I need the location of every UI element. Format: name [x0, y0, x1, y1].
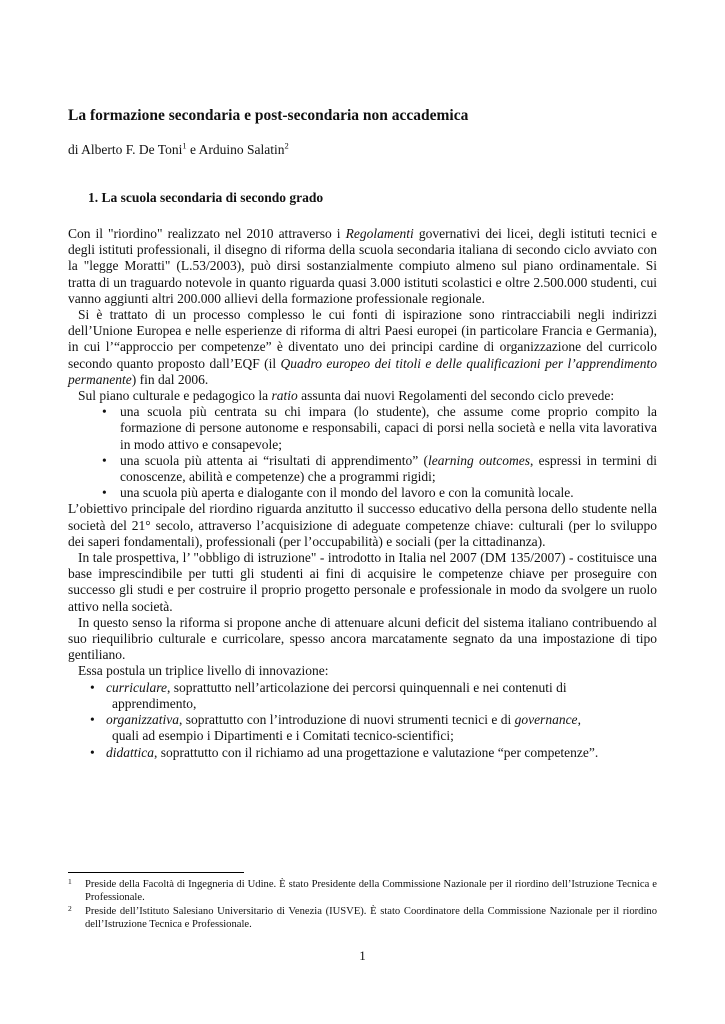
- list-item-text: , soprattutto con l’introduzione di nuovi strumenti tecnici e di: [179, 712, 515, 728]
- p3-text-a: Sul piano culturale e pedagogico la: [78, 388, 272, 404]
- paragraph-2: [68, 307, 657, 388]
- footnote-ref-2: 2: [284, 140, 289, 151]
- list-item-text: , soprattutto con il richiamo ad una progettazione e valutazione “per competenze”.: [154, 744, 599, 760]
- paragraph-7: Essa postula un triplice livello di innovazione:: [78, 663, 329, 679]
- list-item: [90, 712, 657, 744]
- author-prefix: di Alberto F. De Toni: [68, 142, 183, 157]
- footnote-text: Preside della Facoltà di Ingegneria di Udine. È stato Presidente della Commissione Nazionale per il riordino dell’Istruzione Tecnica e Professionale.: [85, 879, 657, 904]
- author-middle: e Arduino Salatin: [186, 142, 285, 157]
- page-number: 1: [359, 948, 366, 963]
- bullet-icon: •: [102, 404, 107, 420]
- list-item-text: , espressi in termini di conoscenze, abilità e competenze) che a programmi rigidi;: [120, 452, 657, 485]
- list-item-text: apprendimento,: [112, 695, 197, 711]
- bullet-icon: •: [102, 485, 107, 501]
- list-item-text: ,: [577, 712, 581, 728]
- paragraph-5: In tale prospettiva, l’ "obbligo di istruzione" - introdotto in Italia nel 2007 (DM 135/2007) - costituisce una base imprescindibile per tutti gli studenti ai fini di acquisire le competenze chiave per proseguire con successo gli studi e per costruire il proprio progetto personale e professionale in modo da svolgere un ruolo attivo nella società.: [68, 550, 657, 614]
- footnote-number: 1: [68, 877, 72, 886]
- footnote-ref-1: 1: [182, 140, 187, 151]
- author-line: [68, 142, 289, 158]
- list-item-italic: curriculare: [106, 679, 167, 695]
- list-item-text: , soprattutto nell’articolazione dei percorsi quinquennali e nei contenuti di: [167, 679, 567, 695]
- p1-text-a: Con il "riordino" realizzato nel 2010 attraverso i: [68, 226, 346, 241]
- p3-italic: ratio: [271, 388, 298, 404]
- section-heading: 1. La scuola secondaria di secondo grado: [88, 190, 324, 205]
- paragraph-4: L’obiettivo principale del riordino riguarda anzitutto il successo educativo della persona dello studente nella società del 21° secolo, attraverso l’acquisizione di adeguate competenze chiave: culturali (per lo sviluppo dei saperi fondamentali), professionali (per l’occupabilità) e sociali (per la cittadinanza).: [68, 501, 657, 549]
- paragraph-6: In questo senso la riforma si propone anche di attenuare alcuni deficit del sistema italiano contribuendo al suo riequilibrio culturale e curricolare, spesso ancora marcatamente segnato da una impostazione di tipo gentiliano.: [68, 614, 657, 663]
- list-item: [90, 744, 657, 761]
- p1-italic: Regolamenti: [345, 226, 414, 241]
- p2-italic: Quadro europeo dei titoli e delle qualificazioni per l’apprendimento permanente: [68, 355, 657, 387]
- bullet-icon: •: [102, 452, 107, 468]
- list-item: [102, 485, 657, 501]
- footnote-1: [68, 878, 657, 905]
- list-item-text: quali ad esempio i Dipartimenti e i Comitati tecnico-scientifici;: [112, 728, 454, 744]
- bullet-icon: •: [90, 744, 95, 760]
- list-item-text: una scuola più aperta e dialogante con il mondo del lavoro e con la comunità locale.: [120, 485, 574, 501]
- footnote-2: [68, 905, 657, 932]
- paragraph-1: [68, 226, 657, 307]
- footnote-number: 2: [68, 903, 72, 913]
- bullet-icon: •: [90, 712, 95, 728]
- p1-text-c: governativi dei licei, degli istituti tecnici e degli istituti professionali, il disegno di riforma della scuola secondaria italiana di secondo ciclo avviato con la "legge Moratti" (L.53/2003), può dirsi sostanzialmente compiuto almeno sul piano ordinamentale. Si tratta di un traguardo notevole in quanto riguarda quasi 3.000 istituti scolastici e oltre 2.500.000 studenti, cui vanno aggiunti altri 200.000 allievi della formazione professionale regionale.: [68, 226, 657, 306]
- footnote-separator: [68, 872, 244, 873]
- list-item-text: una scuola più centrata su chi impara (lo studente), che assume come proprio compito la formazione di persone autonome e responsabili, capaci di porsi nella società e nella vita lavorativa in modo attivo e consapevole;: [120, 404, 657, 452]
- body-text: [68, 226, 657, 761]
- list-item-italic: organizzativa: [106, 712, 180, 728]
- list-item-italic: learning outcomes: [428, 452, 530, 468]
- p2-text-a: Si è trattato di un processo complesso le cui fonti di ispirazione sono rintracciabili negli indirizzi dell’Unione Europea e nelle esperienze di riforma di altri Paesi europei (in particolare Francia e Germania), in cui l’“approccio per competenze” è diventato uno dei principi cardine di organizzazione del curricolo secondo quanto proposto dall’EQF (il: [68, 307, 657, 371]
- footnotes: [68, 878, 657, 932]
- innovation-list: [68, 680, 657, 761]
- document-title: La formazione secondaria e post-secondaria non accademica: [68, 107, 469, 124]
- footnote-text: Preside dell’Istituto Salesiano Universitario di Venezia (IUSVE). È stato Coordinatore della Commissione Nazionale per il riordino dell’Istruzione Tecnica e Professionale.: [85, 905, 657, 931]
- paragraph-3: [68, 388, 657, 404]
- list-item-italic: governance: [514, 712, 578, 728]
- list-item: [102, 404, 657, 453]
- list-item-italic: didattica: [106, 744, 154, 760]
- list-item: [102, 452, 657, 485]
- list-item-text: una scuola più attenta ai “risultati di apprendimento” (: [120, 452, 428, 468]
- p2-text-c: ) fin dal 2006.: [131, 371, 209, 387]
- ratio-list: [68, 404, 657, 501]
- bullet-icon: •: [90, 679, 95, 695]
- list-item: [90, 679, 657, 712]
- p3-text-c: assunta dai nuovi Regolamenti del secondo ciclo prevede:: [297, 388, 615, 404]
